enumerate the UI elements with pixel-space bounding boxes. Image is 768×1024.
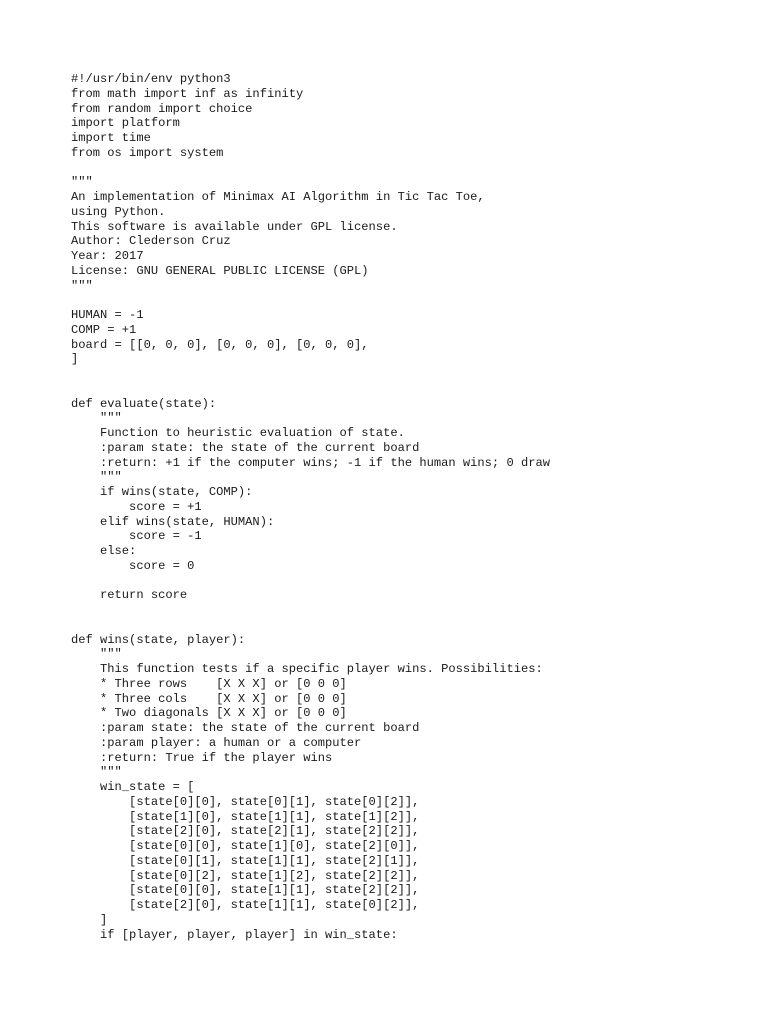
code-line: elif wins(state, HUMAN): <box>71 514 275 529</box>
code-line: #!/usr/bin/env python3 <box>71 72 231 86</box>
code-line: board = [[0, 0, 0], [0, 0, 0], [0, 0, 0], <box>71 337 369 352</box>
code-line: COMP = +1 <box>71 322 137 337</box>
code-line: * Three rows [X X X] or [0 0 0] <box>71 676 347 691</box>
code-line: """ <box>71 411 122 426</box>
code-line: score = 0 <box>71 558 195 573</box>
blank-line <box>71 574 550 589</box>
code-line: Author: Clederson Cruz <box>71 234 231 249</box>
code-line: Function to heuristic evaluation of state. <box>71 426 405 440</box>
code-line: ] <box>71 352 79 367</box>
code-line: """ <box>71 470 122 485</box>
blank-line <box>71 161 550 176</box>
code-line: score = +1 <box>71 499 202 514</box>
code-line: :return: True if the player wins <box>71 750 333 765</box>
code-line: [state[0][0], state[1][0], state[2][0]], <box>71 839 420 853</box>
code-line: """ <box>71 647 122 662</box>
code-line: if wins(state, COMP): <box>71 485 253 499</box>
code-line: :param state: the state of the current board <box>71 440 420 455</box>
code-line: License: GNU GENERAL PUBLIC LICENSE (GPL) <box>71 263 369 278</box>
code-line: if [player, player, player] in win_state: <box>71 927 398 942</box>
code-line: else: <box>71 544 137 558</box>
code-line: :param player: a human or a computer <box>71 735 362 750</box>
code-line: ] <box>71 912 108 927</box>
blank-line <box>71 293 550 308</box>
code-line: """ <box>71 278 93 293</box>
code-line: def evaluate(state): <box>71 396 217 411</box>
code-line: :return: +1 if the computer wins; -1 if the human wins; 0 draw <box>71 455 550 470</box>
code-line: * Two diagonals [X X X] or [0 0 0] <box>71 706 347 721</box>
code-line: This function tests if a specific player wins. Possibilities: <box>71 662 543 676</box>
code-line: import time <box>71 131 151 145</box>
code-line: from math import inf as infinity <box>71 86 304 101</box>
code-line: [state[0][0], state[1][1], state[2][2]], <box>71 883 420 898</box>
code-line: using Python. <box>71 204 166 219</box>
blank-line <box>71 603 550 618</box>
code-line: [state[0][0], state[0][1], state[0][2]], <box>71 794 420 809</box>
code-line: from random import choice <box>71 101 253 116</box>
code-line: score = -1 <box>71 529 202 544</box>
code-line: win_state = [ <box>71 780 195 794</box>
code-line: """ <box>71 175 93 190</box>
code-line: [state[2][0], state[2][1], state[2][2]], <box>71 824 420 839</box>
code-line: from os import system <box>71 145 224 160</box>
code-line: * Three cols [X X X] or [0 0 0] <box>71 691 347 706</box>
code-line: Year: 2017 <box>71 249 144 263</box>
code-line: HUMAN = -1 <box>71 308 144 322</box>
code-line: An implementation of Minimax AI Algorithm in Tic Tac Toe, <box>71 190 485 204</box>
code-line: :param state: the state of the current board <box>71 721 420 735</box>
blank-line <box>71 367 550 382</box>
code-line: """ <box>71 765 122 780</box>
code-line: [state[2][0], state[1][1], state[0][2]], <box>71 898 420 912</box>
code-line: [state[1][0], state[1][1], state[1][2]], <box>71 809 420 824</box>
blank-line <box>71 618 550 633</box>
code-line: return score <box>71 588 188 603</box>
blank-line <box>71 382 550 397</box>
code-line: [state[0][2], state[1][2], state[2][2]], <box>71 868 420 883</box>
code-line: [state[0][1], state[1][1], state[2][1]], <box>71 853 420 868</box>
code-line: import platform <box>71 116 180 131</box>
code-line: This software is available under GPL license. <box>71 219 398 234</box>
code-listing <box>71 72 550 942</box>
code-line: def wins(state, player): <box>71 632 246 647</box>
